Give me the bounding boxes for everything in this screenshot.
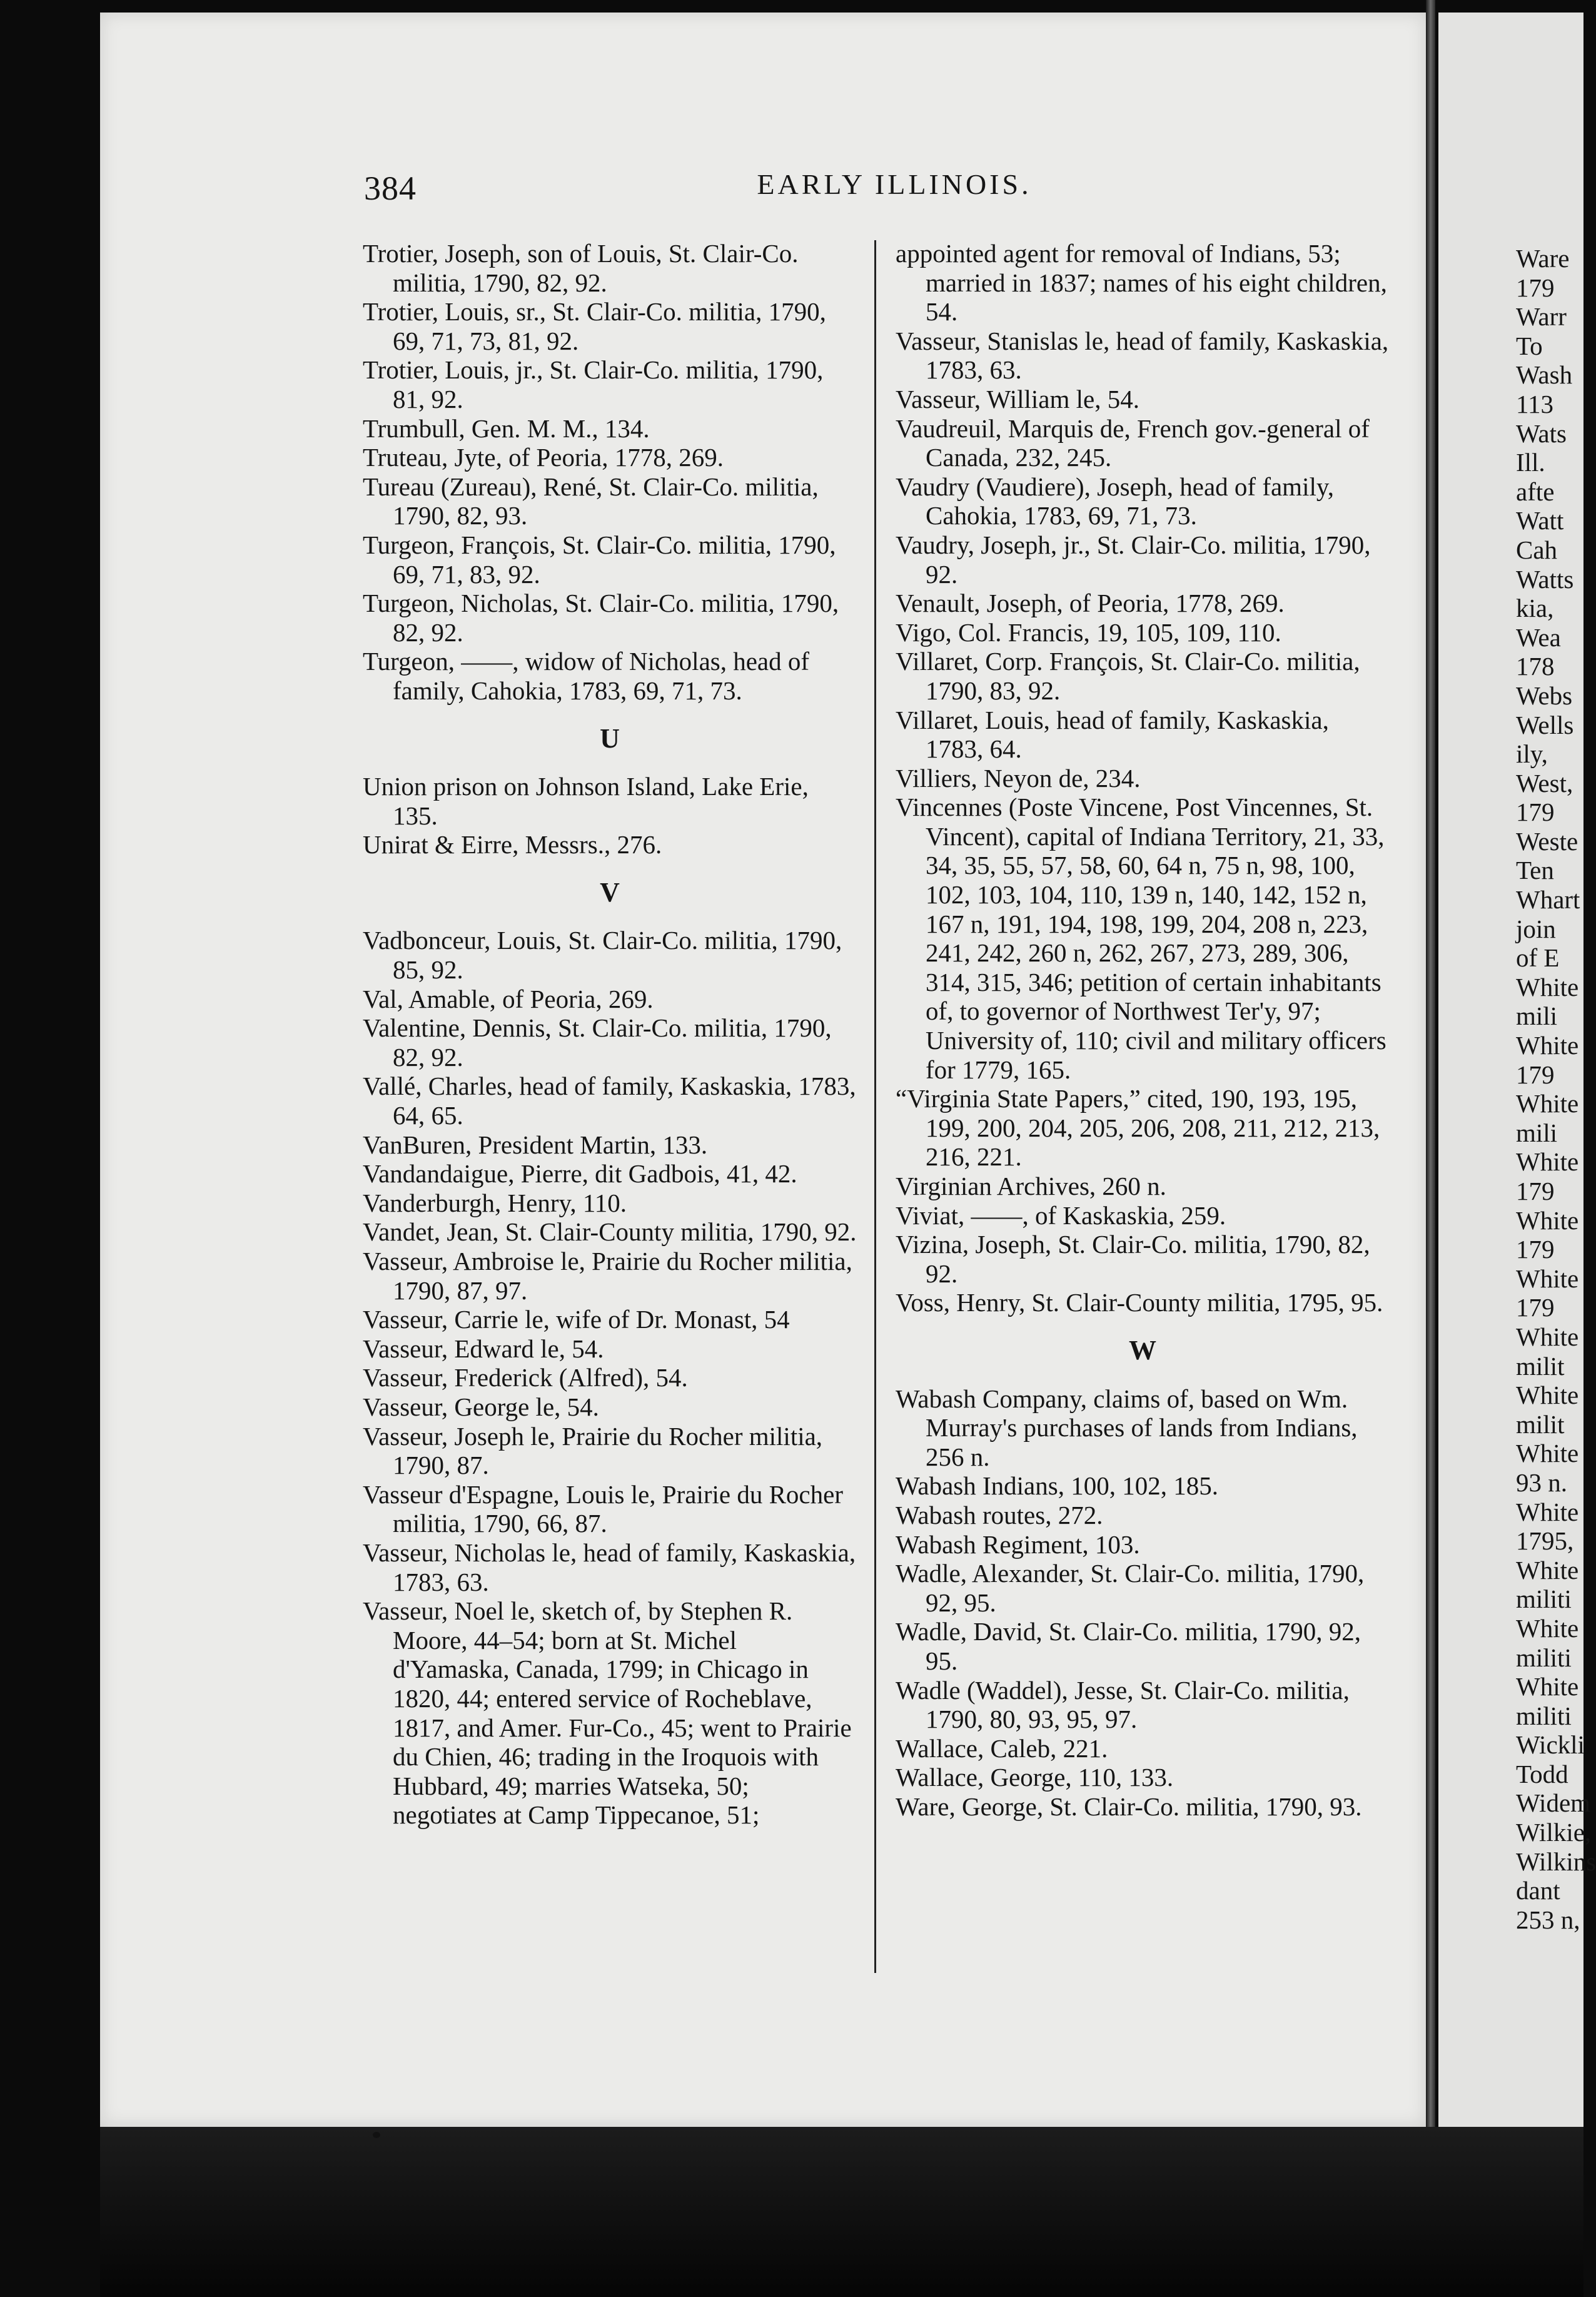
index-entry: Wadle, Alexander, St. Clair-Co. militia, 1790, 92, 95. xyxy=(896,1559,1365,1617)
facing-page-line: join xyxy=(1516,914,1556,943)
index-entry: Venault, Joseph, of Peoria, 1778, 269. xyxy=(896,589,1285,618)
index-entry: Wabash routes, 272. xyxy=(896,1500,1103,1529)
index-entry: Trotier, Joseph, son of Louis, St. Clair-Co. militia, 1790, 82, 92. xyxy=(363,239,799,297)
index-entry: Viviat, ——, of Kaskaskia, 259. xyxy=(896,1200,1226,1230)
index-entry: Turgeon, François, St. Clair-Co. militia, 1790, 69, 71, 83, 92. xyxy=(363,530,836,589)
facing-page-line: White xyxy=(1516,1439,1579,1468)
facing-page-line: Weste xyxy=(1516,826,1578,856)
facing-page-line: 179 xyxy=(1516,1235,1555,1264)
index-entry: Vasseur, Frederick (Alfred), 54. xyxy=(363,1363,688,1392)
facing-page-line: of E xyxy=(1516,943,1560,973)
facing-page-line: Wilkins xyxy=(1516,1847,1596,1876)
index-entry: Wadle, David, St. Clair-Co. militia, 1790, 92, 95. xyxy=(896,1617,1361,1675)
facing-page-line: afte xyxy=(1516,477,1555,506)
facing-page-line: Watt xyxy=(1516,506,1564,535)
index-entry: Ware, George, St. Clair-Co. militia, 1790, 93. xyxy=(896,1792,1362,1821)
index-entry: Villiers, Neyon de, 234. xyxy=(896,763,1141,793)
facing-page-line: Webs xyxy=(1516,681,1573,710)
section-letter: V xyxy=(600,876,620,908)
facing-page-line: White xyxy=(1516,1381,1579,1410)
facing-page-line: Ill. xyxy=(1516,448,1545,477)
index-entry: Vasseur d'Espagne, Louis le, Prairie du Rocher militia, 1790, 66, 87. xyxy=(363,1479,843,1538)
book-gutter xyxy=(1426,0,1435,2297)
index-entry: Trotier, Louis, jr., St. Clair-Co. militia, 1790, 81, 92. xyxy=(363,355,824,413)
index-entry: Vasseur, Joseph le, Prairie du Rocher militia, 1790, 87. xyxy=(363,1421,823,1480)
index-entry: Vasseur, Noel le, sketch of, by Stephen R. Moore, 44–54; born at St. Michel d'Yamaska, Canada, 1799; in Chicago in 1820, 44; entered service of Rocheblave, 1817, and Amer. Fur-Co., 45; went to Prairie du Chien, 46; trading in the Iroquois with Hubbard, 49; marries Watseka, 50; negotiates at Camp Tippecanoe, 51; xyxy=(363,1596,852,1830)
facing-page-line: 179 xyxy=(1516,1177,1555,1205)
facing-page-line: Ten xyxy=(1516,856,1554,885)
ink-speck xyxy=(373,2132,380,2138)
index-entry: Val, Amable, of Peoria, 269. xyxy=(363,984,654,1013)
facing-page-line: Todd xyxy=(1516,1759,1568,1788)
index-entry: Vasseur, Carrie le, wife of Dr. Monast, 54 xyxy=(363,1305,790,1334)
facing-page-line: White xyxy=(1516,1555,1579,1585)
index-entry: Vasseur, Ambroise le, Prairie du Rocher militia, 1790, 87, 97. xyxy=(363,1247,852,1305)
index-entry: Vandandaigue, Pierre, dit Gadbois, 41, 42. xyxy=(363,1159,797,1189)
facing-page-line: militi xyxy=(1516,1643,1572,1672)
index-entry: “Virginia State Papers,” cited, 190, 193, 195, 199, 200, 204, 205, 206, 208, 211, 212, 213, 216, 221. xyxy=(896,1084,1380,1172)
index-entry: Trumbull, Gen. M. M., 134. xyxy=(363,413,650,443)
facing-page-line: To xyxy=(1516,331,1543,360)
facing-page-line: Watts xyxy=(1516,564,1574,594)
facing-page-line: 179 xyxy=(1516,1293,1555,1322)
facing-page-line: milit xyxy=(1516,1409,1565,1439)
facing-page-line: West, xyxy=(1516,768,1573,798)
index-entry: Wabash Indians, 100, 102, 185. xyxy=(896,1471,1218,1501)
index-entry: Wabash Regiment, 103. xyxy=(896,1529,1140,1559)
index-entry: Union prison on Johnson Island, Lake Erie, 135. xyxy=(363,772,809,830)
index-entry: Tureau (Zureau), René, St. Clair-Co. militia, 1790, 82, 93. xyxy=(363,472,819,530)
index-entry: Vanderburgh, Henry, 110. xyxy=(363,1188,627,1217)
facing-page-line: milit xyxy=(1516,1351,1565,1381)
facing-page-line: 179 xyxy=(1516,1060,1555,1089)
facing-page-line: White xyxy=(1516,1322,1579,1351)
index-entry: Trotier, Louis, sr., St. Clair-Co. militia, 1790, 69, 71, 73, 81, 92. xyxy=(363,297,826,355)
index-entry: Truteau, Jyte, of Peoria, 1778, 269. xyxy=(363,443,724,472)
facing-page-line: Warr xyxy=(1516,302,1567,332)
facing-page-line: Wea xyxy=(1516,622,1561,652)
facing-page-line: Wells xyxy=(1516,710,1574,739)
facing-page-line: ily, xyxy=(1516,739,1548,769)
index-entry: Vasseur, William le, 54. xyxy=(896,384,1139,413)
index-entry: Vigo, Col. Francis, 19, 105, 109, 110. xyxy=(896,617,1281,647)
facing-page-line: 179 xyxy=(1516,273,1555,302)
facing-page-line: 93 n. xyxy=(1516,1468,1567,1497)
index-entry: Vasseur, Edward le, 54. xyxy=(363,1334,604,1363)
facing-page-line: 178 xyxy=(1516,652,1555,681)
index-entry: Unirat & Eirre, Messrs., 276. xyxy=(363,830,662,859)
scan-background xyxy=(100,2127,1583,2297)
index-entry: Vallé, Charles, head of family, Kaskaskia, 1783, 64, 65. xyxy=(363,1072,856,1130)
facing-page-line: White xyxy=(1516,1613,1579,1643)
index-entry: Vasseur, Stanislas le, head of family, Kaskaskia, 1783, 63. xyxy=(896,326,1389,385)
facing-page-line: 1795, xyxy=(1516,1526,1574,1556)
facing-page-line: Whart xyxy=(1516,885,1580,915)
running-head: EARLY ILLINOIS. xyxy=(757,168,1032,200)
facing-page-line: Cah xyxy=(1516,535,1558,564)
facing-page-line: White xyxy=(1516,1089,1579,1118)
index-entry: Villaret, Louis, head of family, Kaskaskia, 1783, 64. xyxy=(896,705,1329,764)
facing-page-line: Wats xyxy=(1516,418,1567,448)
facing-page-line: Ware xyxy=(1516,244,1570,273)
facing-page-line: mili xyxy=(1516,1001,1558,1031)
column-divider xyxy=(874,240,876,1973)
facing-page-line: White xyxy=(1516,1672,1579,1701)
facing-page-line: kia, xyxy=(1516,594,1554,623)
facing-page-line: mili xyxy=(1516,1118,1558,1147)
index-entry: Vasseur, Nicholas le, head of family, Kaskaskia, 1783, 63. xyxy=(363,1538,856,1596)
index-entry: Vadbonceur, Louis, St. Clair-Co. militia, 1790, 85, 92. xyxy=(363,926,842,985)
index-entry: Turgeon, ——, widow of Nicholas, head of family, Cahokia, 1783, 69, 71, 73. xyxy=(363,647,810,705)
section-letter: U xyxy=(600,723,620,754)
index-entry: appointed agent for removal of Indians, 53; married in 1837; names of his eight children, 54. xyxy=(896,239,1387,327)
page-number: 384 xyxy=(364,170,417,207)
index-entry: Vaudreuil, Marquis de, French gov.-general of Canada, 232, 245. xyxy=(896,413,1370,472)
index-entry: Voss, Henry, St. Clair-County militia, 1795, 95. xyxy=(896,1288,1383,1317)
facing-page-line: White xyxy=(1516,1031,1579,1060)
index-entry: Wallace, Caleb, 221. xyxy=(896,1733,1108,1763)
index-entry: Vandet, Jean, St. Clair-County militia, 1790, 92. xyxy=(363,1217,857,1247)
index-entry: Wabash Company, claims of, based on Wm. Murray's purchases of lands from Indians, 256 n. xyxy=(896,1384,1358,1471)
facing-page-text xyxy=(1516,244,1596,1934)
index-column-right xyxy=(896,239,1390,1821)
index-entry: Villaret, Corp. François, St. Clair-Co. militia, 1790, 83, 92. xyxy=(896,647,1360,705)
section-letter: W xyxy=(1129,1334,1156,1366)
index-entry: Vaudry, Joseph, jr., St. Clair-Co. militia, 1790, 92. xyxy=(896,530,1371,589)
facing-page-line: Wash xyxy=(1516,360,1573,390)
facing-page-line: 253 n, xyxy=(1516,1905,1580,1934)
index-entry: Wadle (Waddel), Jesse, St. Clair-Co. militia, 1790, 80, 93, 95, 97. xyxy=(896,1675,1350,1734)
facing-page-line: 113 xyxy=(1516,389,1553,418)
facing-page-line: White xyxy=(1516,1205,1579,1235)
facing-page-line: dant xyxy=(1516,1876,1560,1905)
facing-page-line: Wickli xyxy=(1516,1730,1585,1760)
index-entry: VanBuren, President Martin, 133. xyxy=(363,1130,708,1159)
index-entry: Turgeon, Nicholas, St. Clair-Co. militia, 1790, 82, 92. xyxy=(363,589,839,647)
index-entry: Valentine, Dennis, St. Clair-Co. militia, 1790, 82, 92. xyxy=(363,1013,832,1072)
index-entry: Virginian Archives, 260 n. xyxy=(896,1172,1166,1200)
index-column-left xyxy=(363,239,857,1830)
index-entry: Wallace, George, 110, 133. xyxy=(896,1763,1174,1792)
facing-page-line: White xyxy=(1516,1497,1579,1526)
facing-page-line: White xyxy=(1516,972,1579,1001)
facing-page-line: Widem xyxy=(1516,1788,1591,1818)
index-entry: Vaudry (Vaudiere), Joseph, head of family, Cahokia, 1783, 69, 71, 73. xyxy=(896,472,1334,530)
facing-page-line: militi xyxy=(1516,1585,1572,1614)
facing-page-line: 179 xyxy=(1516,798,1555,827)
facing-page-line: militi xyxy=(1516,1701,1572,1730)
index-entry: Vincennes (Poste Vincene, Post Vincennes, St. Vincent), capital of Indiana Territory, 21, 33, 34, 35, 55, 57, 58, 60, 64 n, 75 n, 98, 100, 102, 103, 104, 110, 139 n, 140, 142, 152 n, 167 n, 191, 194, 198, 199, 204, 208 n, 223, 241, 242, 260 n, 262, 267, 273, 289, 306, 314, 315, 346; petition of certain inhabitants of, to governor of Northwest Ter'y, 97; University of, 110; civil and military officers for 1779, 165. xyxy=(896,793,1386,1084)
index-entry: Vizina, Joseph, St. Clair-Co. militia, 1790, 82, 92. xyxy=(896,1230,1370,1288)
facing-page-line: Wilkie, xyxy=(1516,1818,1592,1847)
facing-page-line: White xyxy=(1516,1264,1579,1293)
facing-page-line: White xyxy=(1516,1147,1579,1177)
index-entry: Vasseur, George le, 54. xyxy=(363,1392,599,1421)
